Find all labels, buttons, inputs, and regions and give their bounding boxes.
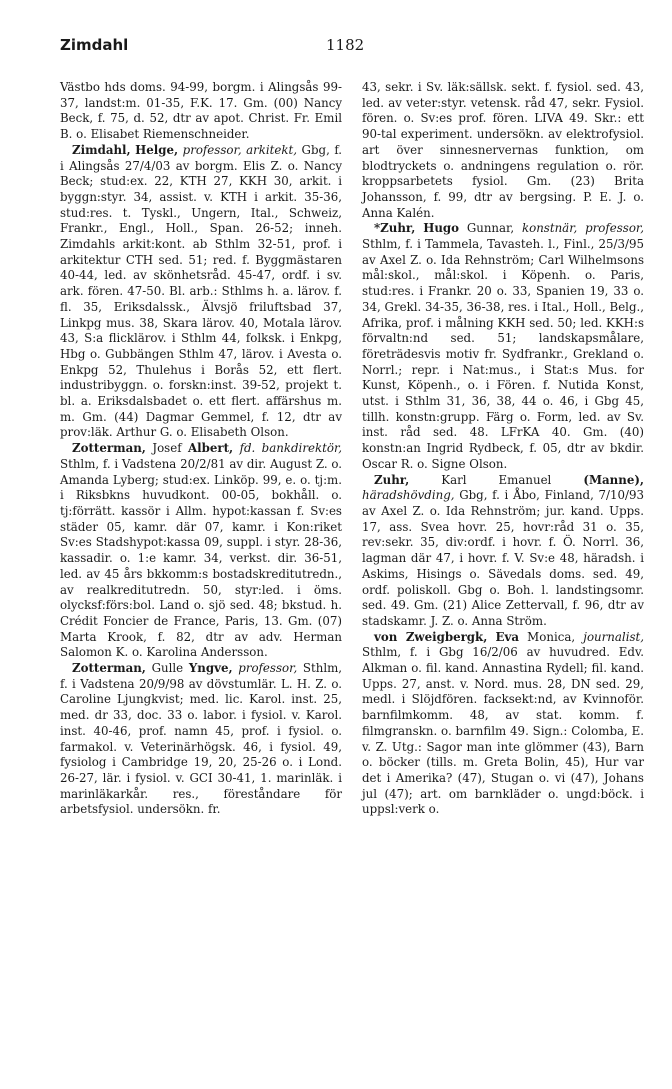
entry-zotterman-yngve xyxy=(60,661,342,818)
entry-title: fd. bankdirektör, xyxy=(239,441,343,456)
entry-surname: Zotterman, xyxy=(72,441,146,456)
entry-zotterman-albert xyxy=(60,441,342,661)
entry-given-name: Albert, xyxy=(188,441,234,456)
entry-given-name-plain: Gunnar, xyxy=(466,221,515,236)
entry-surname: Zotterman, xyxy=(72,661,146,676)
entry-text: Sthlm, f. i Gbg 16/2/06 av huvudred. Edv. Alkman o. fil. kand. Annastina Rydell; fil. kand. Upps. 27, anst. v. Nord. mus. 28, DN sed. 29, medl. i Slöjdfören. facksekt:nd, av Kvinnoför. barnfilmkomm. 48, av stat. komm. f. filmgranskn. o. barnfilm 49. Sign.: Colomba, E. v. Z. Utg.: Sagor man inte glömmer (43), Barn o. böcker (tills. m. Greta Bolin, 45), Hur var det i Amerika? (47), Stugan o. vi (47), Johans jul (47); art. om barnkläder o. ungd:böck. i uppsl:verk o. xyxy=(362,645,644,817)
entry-given-name: Yngve, xyxy=(188,661,233,676)
entry-text: Västbo hds doms. 94-99, borgm. i Alingsås 99-37, landst:m. 01-35, F.K. 17. Gm. (00) Nancy Beck, f. 75, d. 52, dtr av apot. Christ. Fr. Emil B. o. Elisabet Riemenschneider. xyxy=(60,80,342,142)
entry-title: professor, arkitekt, xyxy=(182,142,298,157)
entry-surname: Zimdahl, xyxy=(72,142,131,157)
entry-given-name-plain: Monica, xyxy=(527,629,576,644)
entry-text: Sthlm, f. i Vadstena 20/2/81 av dir. August Z. o. Amanda Lyberg; stud:ex. Linköp. 99, e. o. tj:m. i Riksbkns huvudkont. 00-05, bokhåll. o. tj:förrätt. kassör i Allm. hypot:kassan f. Sv:es städer 05, kamr. där 07, kamr. i Kon:riket Sv:es Stadshypot:kassa 09, suppl. i styr. 28-36, kassadir. o. 1:e kamr. 34, verkst. dir. 36-51, led. av 45 års bkkomm:s bostadskreditutredn., av realkreditutredn. 50, styr:led. i öms. olycksf:förs:bol. Land o. sjö sed. 48; bkstud. h. Crédit Foncier de France, Paris, 13. Gm. (07) Marta Krook, f. 82, dtr av adv. Herman Salomon K. o. Karolina Andersson. xyxy=(60,456,342,660)
entry-text: Gbg, f. i Alingsås 27/4/03 av borgm. Elis Z. o. Nancy Beck; stud:ex. 22, KTH 27, KKH 30, arkit. i byggn:styr. 34, assist. v. KTH i arkit. 35-36, stud:res. t. Tyskl., Ungern, Ital., Schweiz, Frankr., Engl., Holl., Span. 26-52; inneh. Zimdahls arkit:kont. ab Sthlm 32-51, prof. i arkitektur CTH sed. 51; red. f. Byggmästaren 40-44, led. av skönhetsråd. 45-47, ordf. i sv. ark. fören. 47-50. Bl. arb.: Sthlms h. a. lärov. f. fl. 35, Eriksdalssk., Älvsjö friluftsbad 37, Linkpg mus. 38, Skara lärov. 40, Motala lärov. 43, S:a flicklärov. i Sthlm 44, folksk. i Enkpg, Hbg o. Gubbängen Sthlm 47, lärov. i Avesta o. Enkpg 52, Thulehus i Borås 52, ett flert. industribyggn. o. forskn:inst. 39-52, projekt t. bl. a. Eriksdalsbadet o. ett flert. affärshus m. m. Gm. (44) Dagmar Gemmel, f. 12, dtr av prov:läk. Arthur G. o. Elisabeth Olson. xyxy=(60,142,343,440)
left-column xyxy=(60,80,342,818)
page-header xyxy=(60,36,622,60)
entry-given-name: (Manne), xyxy=(583,472,645,487)
entry-title: professor, xyxy=(238,661,298,676)
entry-zweigbergk-eva xyxy=(362,630,644,818)
entry-zimdahl-helge xyxy=(60,143,342,441)
entry-zuhr-manne xyxy=(362,473,644,630)
entry-text: Sthlm, f. i Tammela, Tavasteh. l., Finl., 25/3/95 av Axel Z. o. Ida Rehnström; Carl Wilhelmsons mål:skol., mål:skol. i Köpenh. o. Paris, stud:res. i Frankr. 20 o. 33, Spanien 19, 33 o. 34, Grekl. 34-35, 36-38, res. i Ital., Holl., Belg., Afrika, prof. i målning KKH sed. 50; led. KKH:s förvaltn:nd sed. 51; landskapsmålare, företrädesvis motiv fr. Sydfrankr., Grekland o. Norrl.; repr. i Nat:mus., i Stat:s Mus. for Kunst, Köpenh., o. i Fören. f. Nutida Konst, utst. i Sthlm 31, 36, 38, 44 o. 46, i Gbg 45, tillh. konstn:grupp. Färg o. Form, led. av Sv. inst. råd sed. 48. LFrKA 40. Gm. (40) konstn:an Ingrid Rydbeck, f. 05, dtr av bkdir. Oscar R. o. Signe Olson. xyxy=(362,237,644,471)
entry-given-name: Hugo xyxy=(423,221,460,236)
entry-surname: *Zuhr, xyxy=(374,221,416,236)
entry-given-name-plain: Gulle xyxy=(151,661,184,676)
entry-text: Sthlm, f. i Vadstena 20/9/98 av dövstumlär. L. H. Z. o. Caroline Ljungkvist; med. lic. Karol. inst. 25, med. dr 33, doc. 33 o. labor. i fysiol. v. Karol. inst. 40-46, prof. namn 45, prof. i fysiol. o. farmakol. v. Veterinärhögsk. 46, i fysiol. 49, fysiolog i Cambridge 19, 20, 25-26 o. i Lond. 26-27, lär. i fysiol. v. GCI 30-41, 1. marinläk. i marinläkarkår. res., föreståndare för arbetsfysiol. undersökn. fr. xyxy=(60,661,343,817)
running-title: Zimdahl xyxy=(60,36,129,54)
entry-title: häradshövding, xyxy=(362,488,455,503)
entry-given-name-plain: Karl Emanuel xyxy=(441,472,552,487)
entry-title: konstnär, professor, xyxy=(521,221,645,236)
entry-text: Gbg, f. i Åbo, Finland, 7/10/93 av Axel Z. o. Ida Rehnström; jur. kand. Upps. 17, ass. Svea hovr. 25, hovr:råd 31 o. 35, rev:sekr. 35, div:ordf. i hovr. f. Ö. Norrl. 36, lagman där 47, i hovr. f. V. Sv:e 48, häradsh. i Askims, Hisings o. Sävedals doms. sed. 49, ordf. poliskoll. Gbg o. Boh. l. landstingsomr. sed. 49. Gm. (21) Alice Zettervall, f. 96, dtr av stadskamr. J. Z. o. Anna Ström. xyxy=(362,488,645,628)
page-number: 1182 xyxy=(326,36,365,54)
entry-surname: Zuhr, xyxy=(374,472,410,487)
entry-text: 43, sekr. i Sv. läk:sällsk. sekt. f. fysiol. sed. 43, led. av veter:styr. vetensk. råd 47, sekr. Fysiol. fören. o. Sv:es prof. fören. LIVA 49. Skr.: ett 90-tal experiment. undersökn. av elektrofysiol. art över sinnesnervernas funktion, om blodtryckets o. andningens regulation o. rör. kroppsarbetets fysiol. Gm. (23) Brita Johansson, f. 99, dtr av bergsing. P. E. J. o. Anna Kalén. xyxy=(362,80,644,220)
entry-given-name-plain: Josef xyxy=(152,441,182,456)
entry-surname: von Zweigbergk, xyxy=(374,629,488,644)
entry-title: journalist, xyxy=(583,629,645,644)
entry-given-name: Helge, xyxy=(135,142,179,157)
entry-continuation xyxy=(362,80,644,221)
right-column xyxy=(362,80,644,818)
entry-given-name: Eva xyxy=(495,629,519,644)
entry-continuation xyxy=(60,80,342,143)
entry-zuhr-hugo xyxy=(362,221,644,472)
